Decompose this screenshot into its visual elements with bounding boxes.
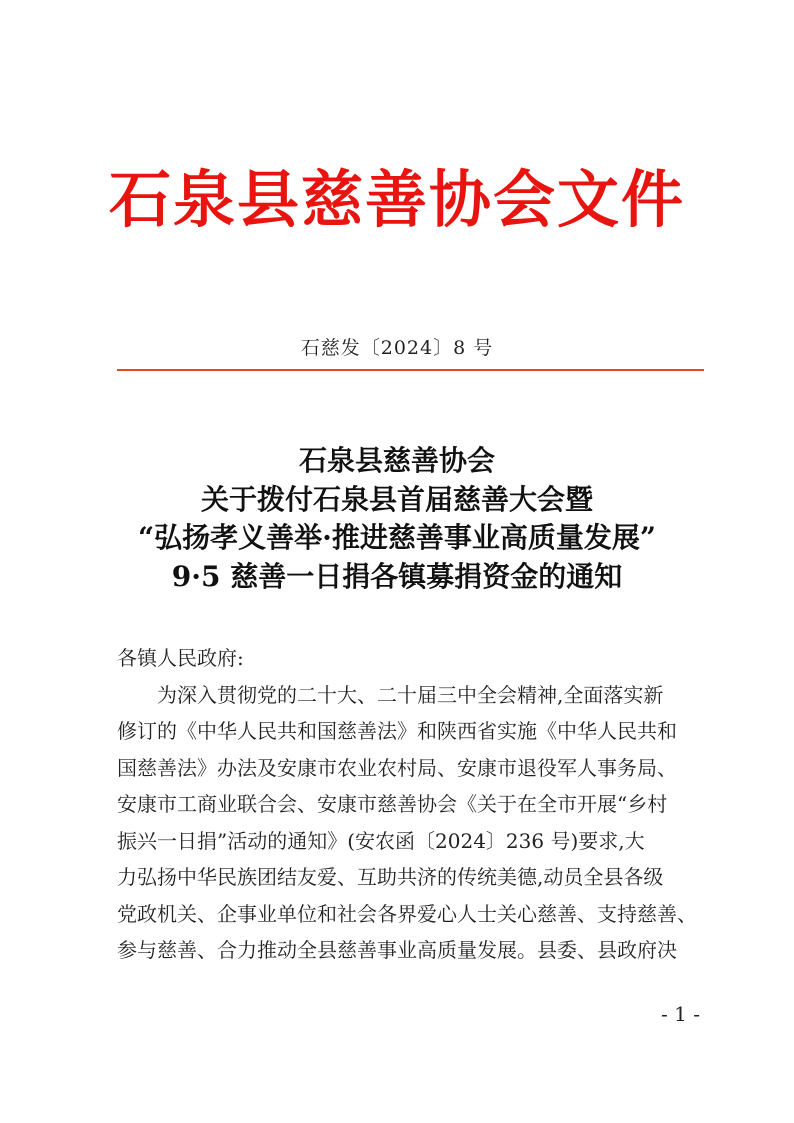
notice-title-line: “弘扬孝义善举·推进慈善事业高质量发展”: [138, 521, 656, 554]
notice-title-line: 关于拨付石泉县首届慈善大会暨: [200, 482, 593, 516]
body-line: 振兴一日捐”活动的通知》(安农函〔2024〕236 号)要求,大: [117, 828, 645, 853]
notice-title: [0, 442, 794, 596]
body-line: 为深入贯彻党的二十大、二十届三中全会精神,全面落实新: [157, 682, 664, 707]
body-line: 国慈善法》办法及安康市农业农村局、安康市退役军人事务局、: [117, 755, 677, 780]
document-header-title: 石泉县慈善协会文件: [108, 163, 685, 236]
notice-title-line: 9·5 慈善一日捐各镇募捐资金的通知: [171, 559, 623, 593]
page-number: - 1 -: [661, 1002, 700, 1026]
document-number: 石慈发〔2024〕8 号: [300, 337, 494, 359]
header-divider-line: [117, 369, 704, 371]
body-line: 党政机关、企事业单位和社会各界爱心人士关心慈善、支持慈善、: [117, 901, 697, 926]
body-line: 安康市工商业联合会、安康市慈善协会《关于在全市开展“乡村: [117, 792, 668, 816]
body-line: 力弘扬中华民族团结友爱、互助共济的传统美德,动员全县各级: [117, 865, 664, 889]
body-line: 参与慈善、合力推动全县慈善事业高质量发展。县委、县政府决: [117, 938, 677, 962]
salutation: 各镇人民政府:: [117, 646, 244, 670]
notice-title-line: 石泉县慈善协会: [298, 444, 495, 477]
notice-body: [117, 640, 707, 969]
body-line: 修订的《中华人民共和国慈善法》和陕西省实施《中华人民共和: [117, 719, 677, 743]
